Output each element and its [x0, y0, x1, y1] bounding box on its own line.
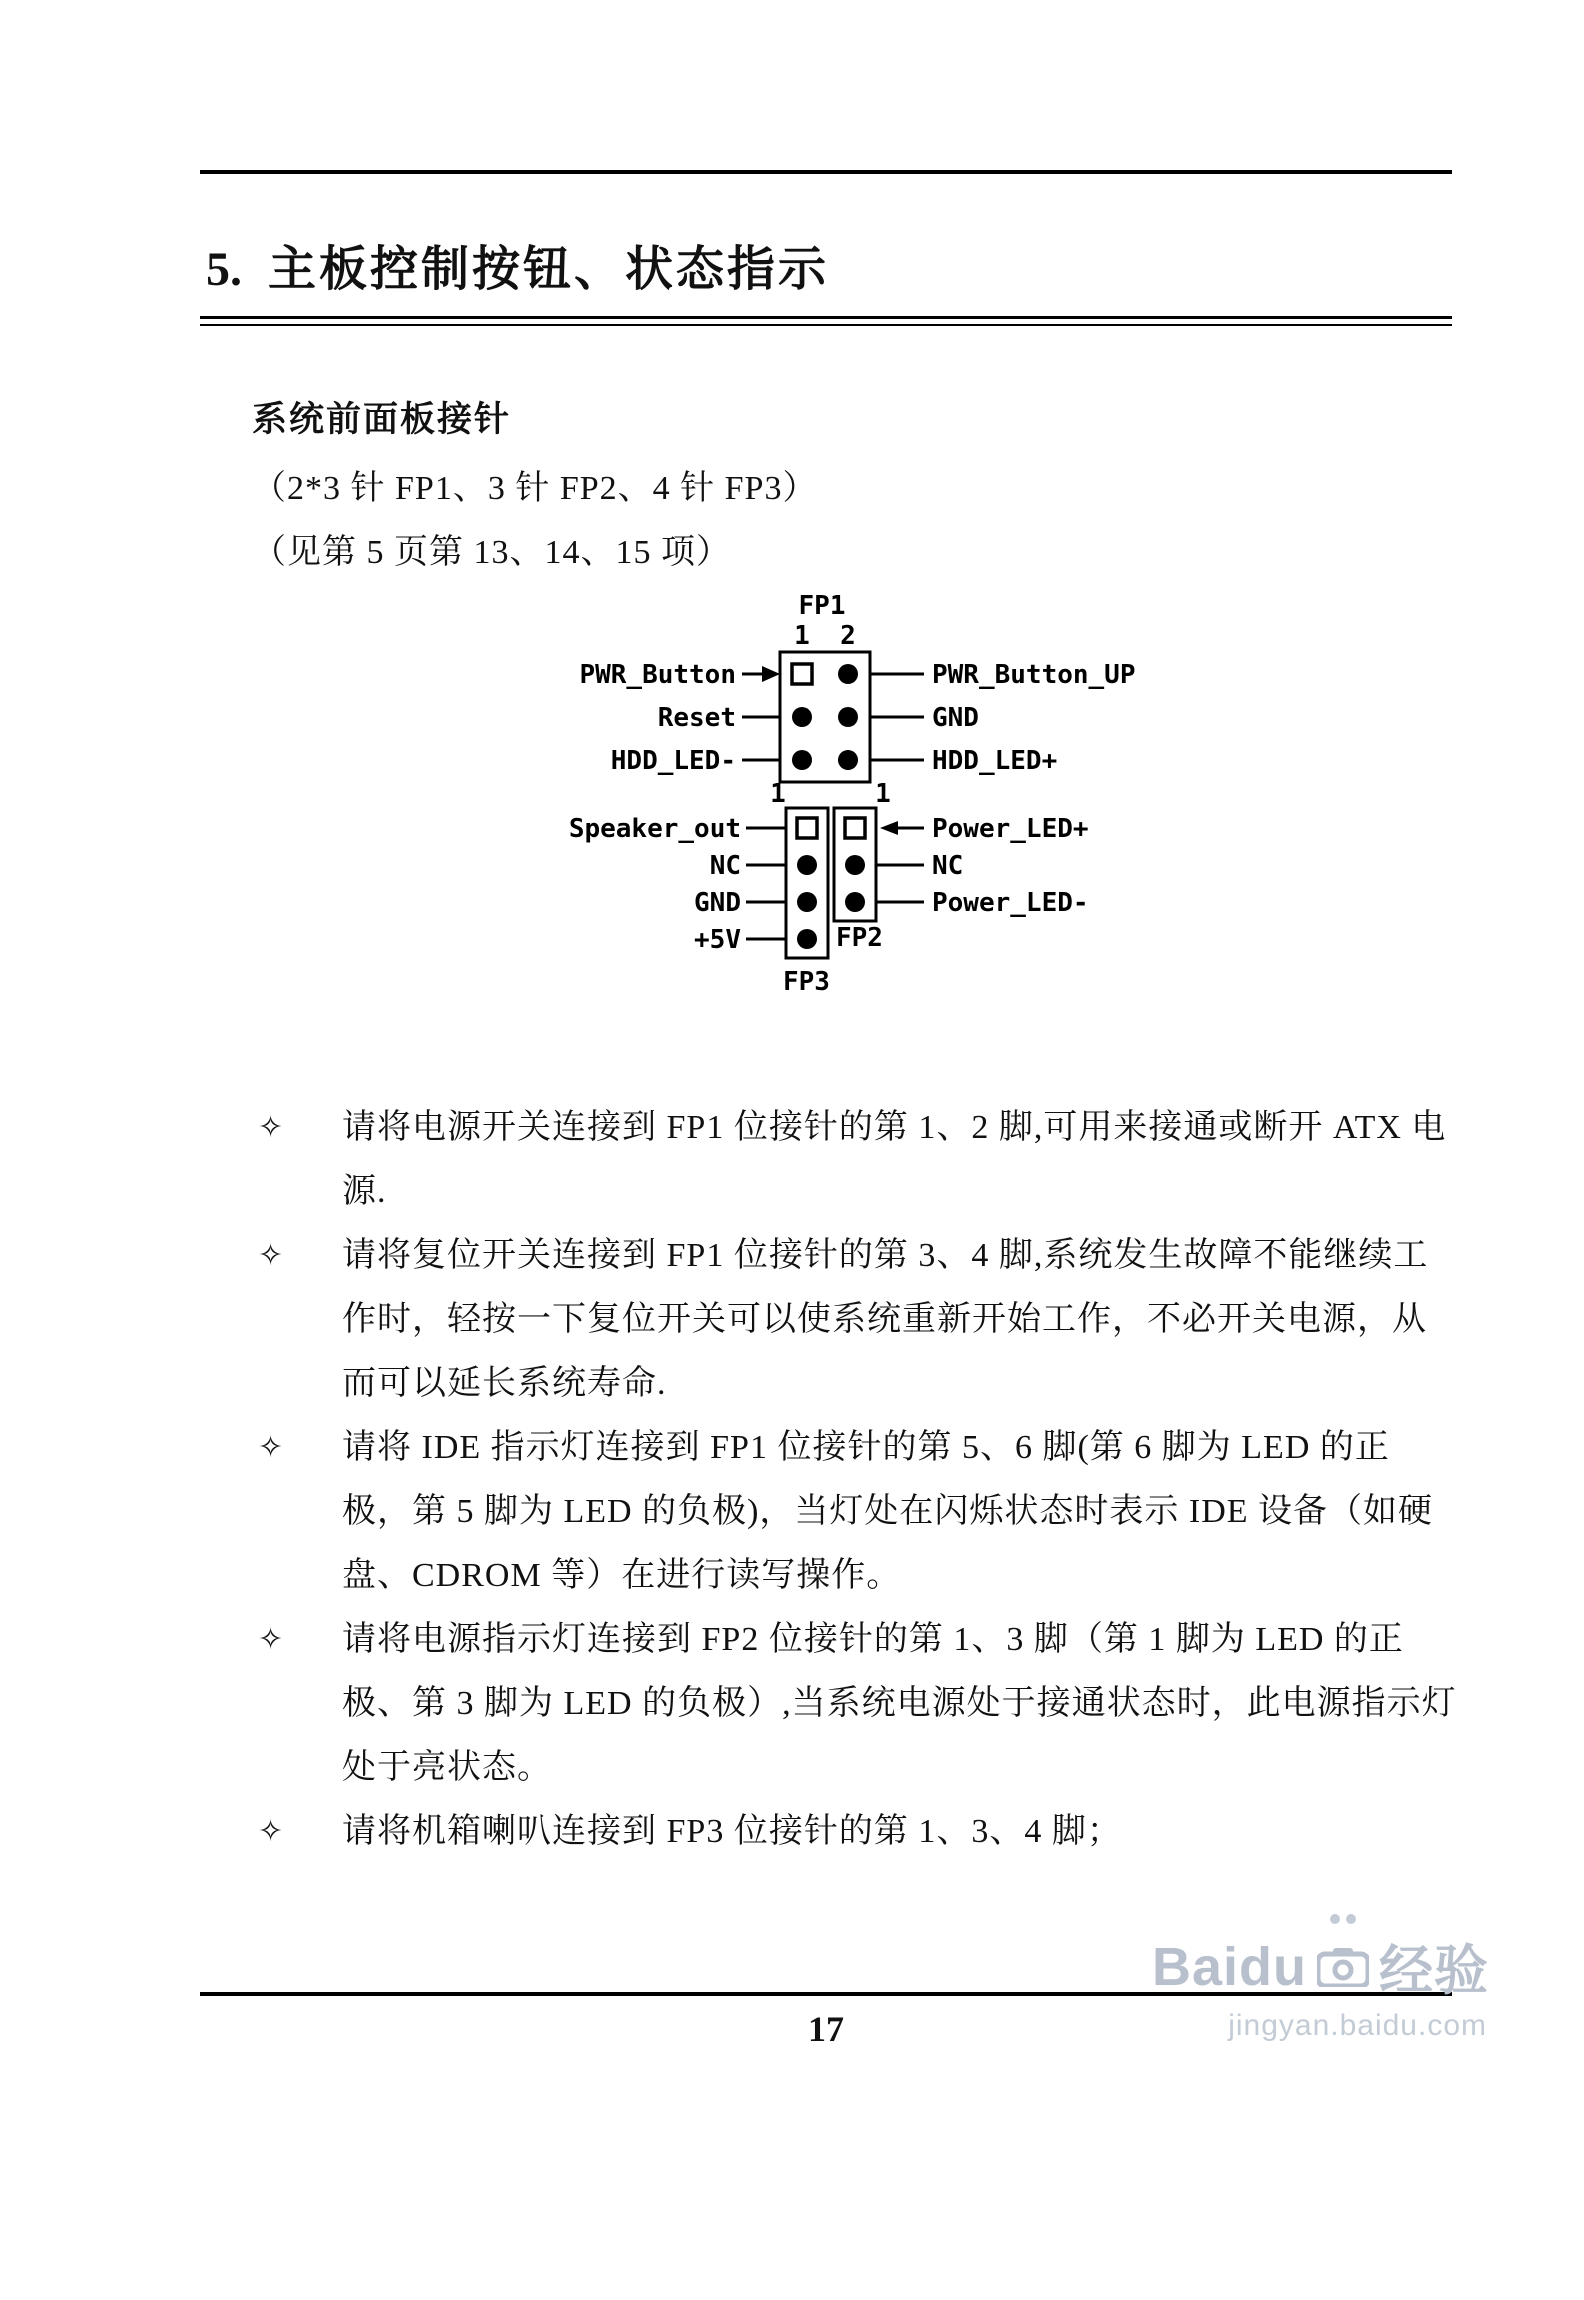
watermark-url: jingyan.baidu.com	[1228, 2009, 1488, 2042]
fp1-left-label-reset: Reset	[657, 703, 736, 733]
fp2-label: FP2	[836, 923, 883, 953]
fp1-left-label-hdd-led-minus: HDD_LED-	[610, 746, 736, 776]
camera-icon	[1317, 1947, 1369, 1987]
fp2-pin3	[845, 892, 865, 912]
fp2-pin1-marker: 1	[875, 779, 891, 809]
section-heading: 系统前面板接针	[252, 400, 512, 439]
fp3-label: FP3	[783, 967, 830, 997]
list-item-text: 请将机箱喇叭连接到 FP3 位接针的第 1、3、4 脚；	[342, 1813, 1122, 1850]
instruction-list	[258, 1096, 1458, 1864]
fp1-col2-number: 2	[840, 621, 856, 651]
list-item	[258, 1608, 1458, 1800]
fp1-right-label-gnd: GND	[932, 703, 979, 733]
fp3-pin3	[797, 892, 817, 912]
fp1-right-label-pwr-button-up: PWR_Button_UP	[932, 660, 1136, 690]
fp2-right-label-power-led-plus: Power_LED+	[932, 814, 1089, 844]
section-subline-2: （见第 5 页第 13、14、15 项）	[252, 534, 731, 571]
diamond-bullet-icon: ✧	[258, 1815, 285, 1848]
fp1-pin4	[838, 707, 858, 727]
diamond-bullet-icon: ✧	[258, 1431, 285, 1464]
fp1-pin1-square	[792, 664, 812, 684]
fp3-left-label-5v: +5V	[694, 925, 741, 955]
section-subline-1: （2*3 针 FP1、3 针 FP2、4 针 FP3）	[252, 470, 818, 507]
watermark-dots	[1330, 1914, 1356, 1924]
fp3-pin2	[797, 855, 817, 875]
fp3-pins	[797, 818, 817, 949]
page-title	[206, 230, 829, 299]
diamond-bullet-icon: ✧	[258, 1239, 285, 1272]
watermark-suffix-text: 经验	[1379, 1941, 1490, 2001]
list-item-text: 请将 IDE 指示灯连接到 FP1 位接针的第 5、6 脚(第 6 脚为 LED 的正极，第 5 脚为 LED 的负极)，当灯处在闪烁状态时表示 IDE 设备（如硬盘、CDROM 等）在进行读写操作。	[342, 1429, 1434, 1594]
fp1-col1-number: 1	[794, 621, 810, 651]
list-item-text: 请将电源开关连接到 FP1 位接针的第 1、2 脚,可用来接通或断开 ATX 电源.	[342, 1109, 1447, 1210]
fp1-label: FP1	[798, 592, 846, 621]
fp1-pins	[792, 664, 858, 770]
right-arrowhead	[762, 666, 780, 682]
fp3-pin1-marker: 1	[770, 779, 786, 809]
fp2-right-label-nc: NC	[932, 851, 964, 881]
fp3-pin1-square	[797, 818, 817, 838]
fp3-left-label-gnd: GND	[694, 888, 741, 918]
title-double-rule	[200, 316, 1452, 326]
fp2-pin1-square	[845, 818, 865, 838]
baidu-watermark	[1152, 1928, 1489, 2043]
watermark-brand-text: Baidu	[1152, 1936, 1308, 1997]
fp1-pin3	[792, 707, 812, 727]
list-item	[258, 1416, 1458, 1608]
list-item-text: 请将电源指示灯连接到 FP2 位接针的第 1、3 脚（第 1 脚为 LED 的正极、第 3 脚为 LED 的负极）,当系统电源处于接通状态时，此电源指示灯处于亮状态。	[342, 1621, 1457, 1786]
fp3-left-label-speaker-out: Speaker_out	[568, 814, 741, 844]
left-arrowhead	[880, 821, 898, 835]
fp3-left-label-nc: NC	[709, 851, 741, 881]
fp2-pins	[845, 818, 865, 912]
fp1-right-label-hdd-led-plus: HDD_LED+	[932, 746, 1058, 776]
list-item	[258, 1096, 1458, 1224]
fp3-pin4	[797, 929, 817, 949]
fp1-pin5	[792, 750, 812, 770]
fp1-pin6	[838, 750, 858, 770]
fp2-right-label-power-led-minus: Power_LED-	[932, 888, 1089, 918]
fp1-pin2	[838, 664, 858, 684]
fp1-leader-lines	[742, 666, 924, 760]
fp1-left-label-pwr-button: PWR_Button	[579, 660, 736, 690]
diamond-bullet-icon: ✧	[258, 1623, 285, 1656]
diamond-bullet-icon: ✧	[258, 1111, 285, 1144]
watermark-brand-row	[1152, 1928, 1489, 2005]
top-rule	[200, 170, 1452, 174]
page-title-text: 主板控制按钮、状态指示	[268, 243, 830, 296]
page-number: 17	[808, 2009, 844, 2049]
page-title-number: 5.	[206, 243, 242, 296]
front-panel-pin-diagram	[500, 592, 1200, 1022]
list-item-text: 请将复位开关连接到 FP1 位接针的第 3、4 脚,系统发生故障不能继续工作时，轻按一下复位开关可以使系统重新开始工作，不必开关电源，从而可以延长系统寿命.	[342, 1237, 1429, 1402]
fp2-pin2	[845, 855, 865, 875]
list-item	[258, 1800, 1458, 1864]
list-item	[258, 1224, 1458, 1416]
